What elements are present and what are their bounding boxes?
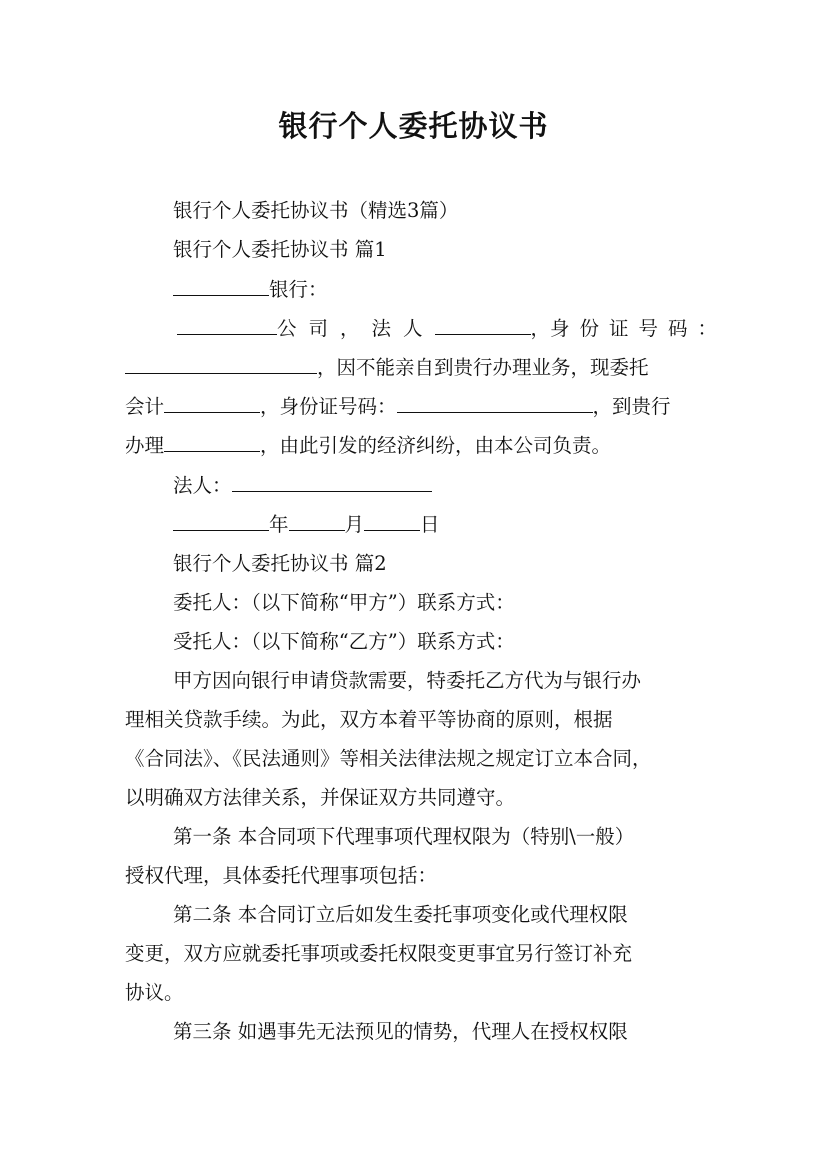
agent-line: 受托人：（以下简称“乙方”）联系方式： <box>173 630 515 653</box>
article-2-line-1: 第二条 本合同订立后如发生委托事项变化或代理权限 <box>173 903 628 926</box>
blank-field[interactable] <box>173 276 269 296</box>
text-segment: ，身份证号码： <box>260 395 397 418</box>
month-blank[interactable] <box>289 511 345 531</box>
paragraph-2-line-2: 理相关贷款手续。为此，双方本着平等协商的原则，根据 <box>125 708 613 731</box>
day-label: 日 <box>420 513 440 536</box>
accountant-id-blank[interactable] <box>397 393 593 413</box>
document-title: 银行个人委托协议书 <box>278 109 549 143</box>
paragraph-1-line-3 <box>125 393 671 421</box>
paragraph-2-line-3: 《合同法》、《民法通则》等相关法律法规之规定订立本合同， <box>125 747 652 770</box>
paragraph-2-line-1: 甲方因向银行申请贷款需要，特委托乙方代为与银行办 <box>173 669 642 692</box>
article-2-line-3: 协议。 <box>125 981 184 1004</box>
text-segment: ，因不能亲自到贵行办理业务，现委托 <box>317 356 649 379</box>
principal-line: 委托人：（以下简称“甲方”）联系方式： <box>173 591 515 614</box>
text-segment: ，到贵行 <box>592 395 671 418</box>
text-segment: ，由此引发的经济纠纷，由本公司负责。 <box>260 434 612 457</box>
section-heading-1: 银行个人委托协议书 篇1 <box>173 238 387 261</box>
legal-person-blank[interactable] <box>435 315 531 335</box>
paragraph-1-line-1 <box>125 315 728 343</box>
text-segment: 公司，法人 <box>277 317 435 340</box>
bank-label: 银行： <box>269 278 328 301</box>
year-blank[interactable] <box>173 511 269 531</box>
signature-blank[interactable] <box>232 472 432 492</box>
bank-line <box>173 276 328 304</box>
company-blank[interactable] <box>177 315 277 335</box>
date-line <box>173 511 440 539</box>
month-label: 月 <box>344 513 365 536</box>
paragraph-2-line-4: 以明确双方法律关系，并保证双方共同遵守。 <box>125 786 516 809</box>
subtitle: 银行个人委托协议书（精选3篇） <box>173 199 459 222</box>
article-2-line-2: 变更，双方应就委托事项或委托权限变更事宜另行签订补充 <box>125 942 633 965</box>
paragraph-1-line-4 <box>125 432 611 460</box>
text-segment: 办理 <box>125 434 165 457</box>
id-number-blank[interactable] <box>125 354 317 374</box>
article-1-line-1: 第一条 本合同项下代理事项代理权限为（特别\一般） <box>173 825 635 848</box>
accountant-blank[interactable] <box>164 393 260 413</box>
text-segment: ， <box>530 317 551 340</box>
year-label: 年 <box>269 513 289 536</box>
text-segment: 身份证号码： <box>550 317 728 340</box>
legal-person-label: 法人： <box>173 474 232 497</box>
section-heading-2: 银行个人委托协议书 篇2 <box>173 552 387 575</box>
text-segment: 会计 <box>125 395 165 418</box>
paragraph-1-line-2 <box>125 354 649 382</box>
article-1-line-2: 授权代理，具体委托代理事项包括： <box>125 864 438 887</box>
legal-person-signature <box>173 472 432 500</box>
day-blank[interactable] <box>364 511 420 531</box>
business-blank[interactable] <box>164 432 260 452</box>
article-3-line-1: 第三条 如遇事先无法预见的情势，代理人在授权权限 <box>173 1020 628 1043</box>
